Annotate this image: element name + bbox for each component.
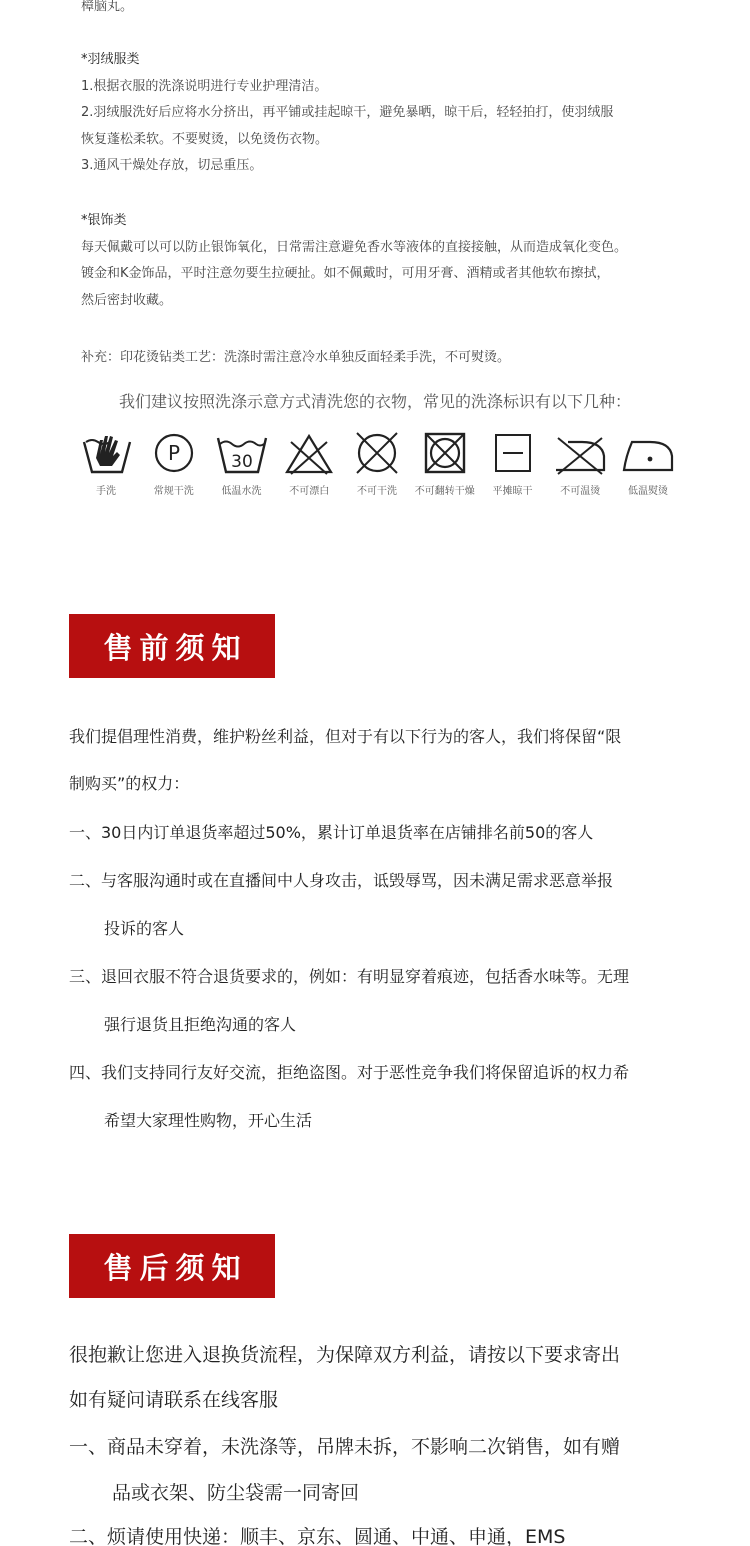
silver-care-section [81,208,691,314]
wash-icon-label: 不可干洗 [357,486,397,497]
down-line: 1.根据衣服的洗涤说明进行专业护理清洁。 [81,78,328,94]
wash-icons-row [73,428,681,497]
dry-clean-glyph: P [167,441,180,465]
no-bleach-icon [281,428,337,478]
flat-dry-icon [485,428,541,478]
supplement-note: 补充：印花烫钻类工艺：洗涤时需注意冷水单独反面轻柔手洗，不可熨烫。 [81,350,511,365]
wash-icon-item [73,428,139,497]
down-line: 3.通风干燥处存放，切忌重压。 [81,158,263,173]
wash-icon-label: 不可漂白 [289,486,330,497]
wash-icon-label: 手洗 [96,486,116,497]
aftersale-line: 一、商品未穿着，未洗涤等，吊牌未拆，不影响二次销售，如有赠 [69,1436,621,1458]
care-top [81,0,691,21]
wash-icon-item [480,428,546,497]
presale-line: 一、30日内订单退货率超过50%，累计订单退货率在店铺排名前50的客人 [69,823,594,842]
presale-line: 投诉的客人 [104,919,185,938]
presale-line: 制购买”的权力： [69,774,190,793]
down-care-section [81,47,691,180]
down-line: 2.羽绒服洗好后应将水分挤出，再平铺或挂起晾干，避免暴晒，晾干后，轻轻拍打，使羽绒服 [81,105,614,120]
no-iron-icon [552,428,608,478]
down-heading: *羽绒服类 [81,52,140,67]
silver-heading: *银饰类 [81,213,127,228]
wash-icon-label: 低温熨烫 [628,486,668,497]
presale-banner [69,614,275,678]
wash-icon-item [209,428,275,497]
wash-intro: 我们建议按照洗涤示意方式清洗您的衣物，常见的洗涤标识有以下几种： [118,392,631,411]
silver-line: 然后密封收藏。 [81,292,173,308]
wash-icon-item [141,428,207,497]
low-iron-icon [620,428,676,478]
aftersale-banner [69,1234,275,1298]
wash-temp-glyph: 30 [230,452,253,472]
silver-line: 镀金和K金饰品，平时注意勿要生拉硬扯。如不佩戴时，可用牙膏、酒精或者其他软布擦拭， [81,266,610,281]
no-dry-clean-icon [349,428,405,478]
aftersale-title: 售后须知 [103,1250,248,1285]
hand-wash-icon [78,428,134,478]
no-tumble-dry-icon [417,428,473,478]
care-top-line: 樟脑丸。 [81,0,134,14]
presale-line: 四、我们支持同行友好交流，拒绝盗图。对于恶性竞争我们将保留追诉的权力希 [69,1063,630,1082]
presale-line: 我们提倡理性消费，维护粉丝利益，但对于有以下行为的客人，我们将保留“限 [69,727,622,746]
aftersale-line: 品或衣架、防尘袋需一同寄回 [112,1482,360,1504]
presale-line: 三、退回衣服不符合退货要求的，例如：有明显穿着痕迹，包括香水味等。无理 [69,967,630,986]
wash-icon-item [547,428,613,497]
presale-line: 希望大家理性购物，开心生活 [104,1111,313,1130]
wash-icon-label: 平摊晾干 [492,486,533,497]
wash-icon-item [276,428,342,497]
wash-icon-item [344,428,410,497]
dry-clean-icon [146,428,202,478]
wash-icon-label: 低温水洗 [221,486,262,497]
silver-line: 每天佩戴可以可以防止银饰氧化，日常需注意避免香水等液体的直接接触，从而造成氧化变色。 [81,239,628,255]
wash-icon-label: 不可温烫 [560,486,601,497]
aftersale-line: 二、烦请使用快递：顺丰、京东、圆通、中通、申通，EMS [69,1526,566,1546]
presale-line: 二、与客服沟通时或在直播间中人身攻击，诋毁辱骂，因未满足需求恶意举报 [69,871,614,890]
down-line: 恢复蓬松柔软。不要熨烫，以免烫伤衣物。 [81,131,329,147]
wash-icon-item [412,428,478,497]
wash-30-icon [214,428,270,478]
wash-icon-label: 常规干洗 [153,486,194,497]
aftersale-line: 很抱歉让您进入退换货流程，为保障双方利益，请按以下要求寄出 [69,1344,621,1366]
wash-icon-item [615,428,681,497]
aftersale-line: 如有疑问请联系在线客服 [69,1389,279,1411]
presale-title: 售前须知 [103,630,248,665]
wash-icon-label: 不可翻转干燥 [414,486,475,497]
presale-line: 强行退货且拒绝沟通的客人 [104,1015,297,1034]
